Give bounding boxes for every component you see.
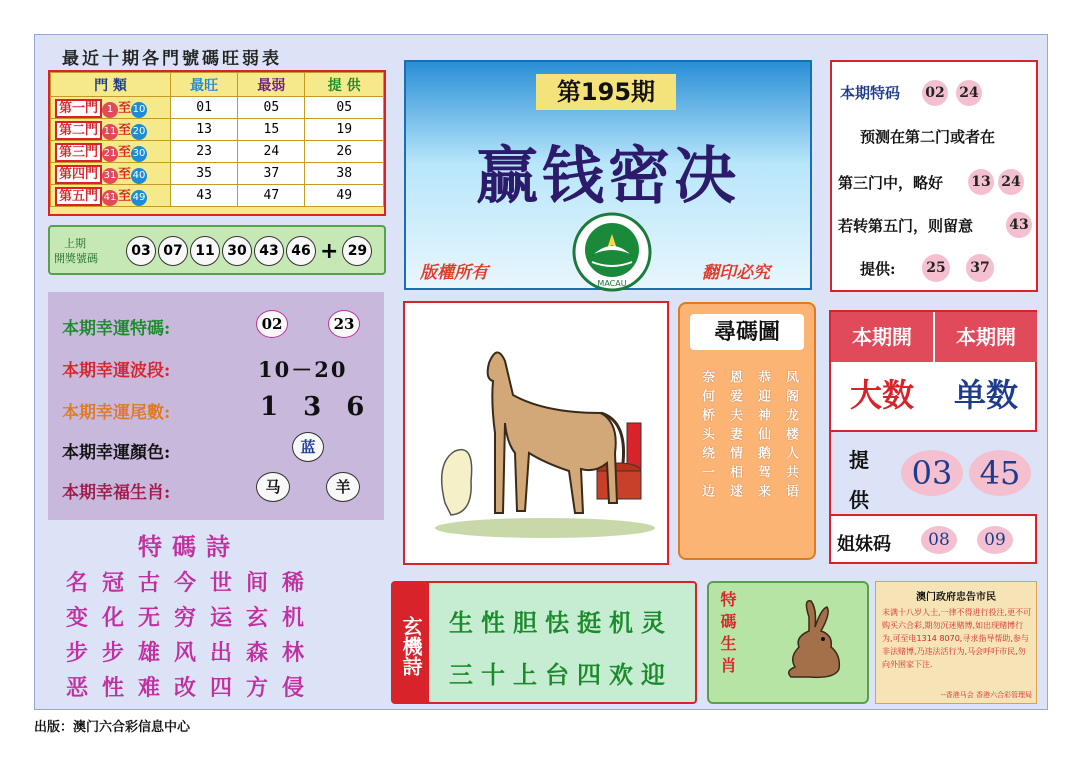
door-tip-cell: 05	[305, 97, 384, 119]
door-hot-cell: 13	[171, 119, 238, 141]
door-cold-cell: 15	[238, 119, 305, 141]
table-row	[51, 141, 384, 163]
lucky-wave-label: 本期幸運波段:	[62, 361, 171, 381]
issue-banner	[404, 60, 812, 290]
last-draw-ball: 03	[126, 236, 156, 266]
copyright-text: 版權所有	[420, 263, 488, 283]
special-tip-ball: 24	[998, 169, 1024, 195]
lucky-special-ball: 02	[256, 310, 288, 338]
door-to-ball: 30	[131, 146, 147, 162]
special-tip-ball: 02	[922, 80, 948, 106]
open-big: 大数	[849, 376, 914, 414]
search-panel	[678, 302, 816, 560]
poem-line: 名冠古今世间稀	[66, 570, 319, 596]
lucky-zodiac-badge: 羊	[326, 472, 360, 502]
lucky-color-label: 本期幸運顏色:	[62, 443, 171, 463]
mystic-label: 玄機詩	[393, 583, 429, 702]
notice-sign: --香港马会 香港六合彩管理局	[940, 691, 1032, 699]
door-hot-cell: 23	[171, 141, 238, 163]
zodiac-label: 特碼生肖	[718, 591, 737, 679]
door-tip-cell: 26	[305, 141, 384, 163]
door-label: 第四門	[55, 165, 102, 184]
last-draw-ball: 43	[254, 236, 284, 266]
door-tip-cell: 49	[305, 185, 384, 207]
last-draw-ball: 46	[286, 236, 316, 266]
notice-title: 澳门政府忠告市民	[916, 592, 996, 603]
special-tip-ball: 25	[922, 254, 950, 282]
lucky-zodiac-badge: 马	[256, 472, 290, 502]
open-header: 本期開	[935, 312, 1037, 362]
door-hot-cell: 01	[171, 97, 238, 119]
macau-emblem-icon	[564, 212, 660, 292]
door-from-ball: 21	[102, 146, 118, 162]
door-label: 第一門	[55, 99, 102, 118]
door-from-ball: 1	[102, 102, 118, 118]
mystic-line: 三十上台四欢迎	[449, 660, 673, 689]
footer-publisher: 出版：澳门六合彩信息中心	[34, 720, 191, 735]
open-provide-row	[831, 430, 1037, 516]
last-draw-ball: 30	[222, 236, 252, 266]
search-column: 恭迎神仙鹅驾来	[755, 370, 770, 503]
poem-line: 步步雄风出森林	[66, 640, 319, 666]
lucky-panel	[48, 292, 384, 520]
last-draw-special-ball: 29	[342, 236, 372, 266]
door-label: 第三門	[55, 143, 102, 162]
table-row	[51, 97, 384, 119]
door-label-cell	[51, 141, 171, 163]
lucky-special-ball: 23	[328, 310, 360, 338]
door-to-ball: 49	[131, 190, 147, 206]
special-tip-ball: 37	[966, 254, 994, 282]
door-from-ball: 41	[102, 190, 118, 206]
door-tip-cell: 38	[305, 163, 384, 185]
notice-box	[875, 581, 1037, 704]
special-tip-ball: 43	[1006, 212, 1032, 238]
door-to-char: 至	[118, 145, 132, 160]
issue-number: 第195期	[536, 74, 676, 110]
search-column: 恩爱夫妻情相逑	[727, 370, 742, 503]
col-header: 門 類	[51, 73, 171, 97]
special-tip-provide: 提供:	[860, 260, 896, 278]
notice-body: 未满十八岁人士,一律不得进行投注,更不可购买六合彩,期勿沉迷赌博,如出现赌博行为,可至电1314 8070,寻求指导帮助,参与非法赌博,乃违法活行为,马会呼吁市民,勿向外围家下注.	[882, 608, 1032, 669]
col-header: 最弱	[238, 73, 305, 97]
door-from-ball: 31	[102, 168, 118, 184]
rabbit-icon	[769, 597, 859, 687]
mystic-line: 生性胆怯挺机灵	[449, 608, 673, 637]
issue-title: 赢钱密决	[475, 139, 740, 212]
door-to-char: 至	[118, 101, 132, 116]
table-row	[51, 185, 384, 207]
table-title: 最近十期各門號碼旺弱表	[62, 49, 282, 69]
door-label-cell	[51, 185, 171, 207]
door-to-ball: 20	[131, 124, 147, 140]
door-cold-cell: 05	[238, 97, 305, 119]
col-header: 最旺	[171, 73, 238, 97]
door-label-cell	[51, 163, 171, 185]
lucky-zodiac-label: 本期幸福生肖:	[62, 483, 171, 503]
door-from-ball: 11	[102, 124, 118, 140]
door-table-panel	[48, 70, 386, 216]
door-hot-cell: 35	[171, 163, 238, 185]
door-to-char: 至	[118, 167, 132, 182]
last-draw-label: 開獎號碼	[54, 252, 98, 265]
last-draw-ball: 07	[158, 236, 188, 266]
door-to-char: 至	[118, 123, 132, 138]
open-provide-ball: 03	[901, 450, 963, 496]
special-tip-label: 本期特码	[840, 84, 901, 102]
sister-ball: 09	[977, 526, 1013, 554]
sister-ball: 08	[921, 526, 957, 554]
door-to-ball: 40	[131, 168, 147, 184]
open-odd: 单数	[953, 376, 1018, 414]
search-title: 尋碼圖	[690, 314, 804, 350]
last-draw-label: 上期	[64, 237, 86, 250]
door-hot-cell: 43	[171, 185, 238, 207]
lucky-wave-value: 10－20	[258, 357, 348, 382]
door-to-char: 至	[118, 189, 132, 204]
mystic-box	[391, 581, 697, 704]
sister-label: 姐妹码	[837, 534, 891, 555]
door-label: 第五門	[55, 187, 102, 206]
last-draw-box	[48, 225, 386, 275]
door-label-cell	[51, 119, 171, 141]
open-header: 本期開	[831, 312, 933, 362]
table-row	[51, 163, 384, 185]
special-tip-line: 若转第五门，则留意	[838, 217, 974, 235]
special-tip-line: 预测在第二门或者在	[860, 128, 996, 146]
special-tip-ball: 24	[956, 80, 982, 106]
emblem-text: MACAU	[597, 279, 627, 288]
door-cold-cell: 24	[238, 141, 305, 163]
poem-line: 变化无穷运玄机	[66, 605, 319, 631]
lucky-tail-label: 本期幸運尾數:	[62, 403, 171, 423]
door-cold-cell: 47	[238, 185, 305, 207]
search-column: 奈何桥头绕一边	[699, 370, 714, 503]
lucky-color-value: 蓝	[292, 432, 324, 462]
lucky-tail-value: 1 3 6	[260, 392, 373, 422]
special-tip-ball: 13	[968, 169, 994, 195]
horse-picture	[403, 301, 669, 565]
special-tip-box	[830, 60, 1038, 292]
door-label: 第二門	[55, 121, 102, 140]
door-tip-cell: 19	[305, 119, 384, 141]
col-header: 提 供	[305, 73, 384, 97]
lucky-special-label: 本期幸運特碼:	[62, 319, 171, 339]
door-cold-cell: 37	[238, 163, 305, 185]
horse-icon	[405, 303, 667, 563]
open-provide-label: 提供	[849, 448, 869, 512]
last-draw-plus: +	[320, 238, 339, 264]
last-draw-ball: 11	[190, 236, 220, 266]
table-row	[51, 119, 384, 141]
special-tip-line: 第三门中，略好	[838, 174, 944, 192]
open-box	[829, 310, 1037, 564]
poem-line: 恶性难改四方侵	[66, 675, 319, 701]
door-to-ball: 10	[131, 102, 147, 118]
poem-title: 特碼詩	[138, 532, 240, 561]
search-column: 凤阁龙楼人共语	[783, 370, 798, 503]
door-label-cell	[51, 97, 171, 119]
no-copy-text: 翻印必究	[702, 263, 770, 283]
zodiac-box	[707, 581, 869, 704]
open-provide-ball: 45	[969, 450, 1031, 496]
